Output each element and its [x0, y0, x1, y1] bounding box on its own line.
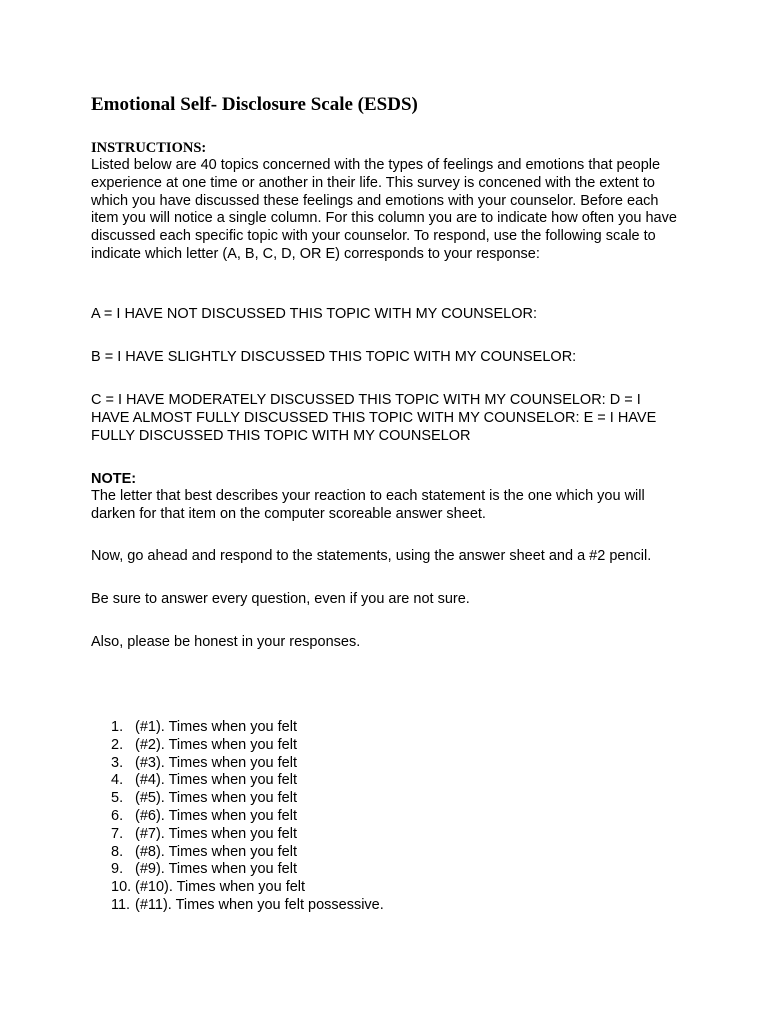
- list-item: [111, 861, 384, 879]
- item-number: 2.: [111, 736, 124, 753]
- list-item: [111, 755, 384, 773]
- topic-list: [111, 719, 384, 915]
- item-number: 7.: [111, 825, 124, 842]
- go-ahead-paragraph: Now, go ahead and respond to the statements, using the answer sheet and a #2 pencil.: [91, 548, 652, 564]
- item-text: (#11). Times when you felt possessive.: [135, 896, 384, 913]
- list-item: [111, 737, 384, 755]
- item-number: 4.: [111, 772, 124, 789]
- item-text: (#8). Times when you felt: [135, 843, 297, 860]
- item-text: (#5). Times when you felt: [135, 790, 297, 807]
- item-number: 5.: [111, 790, 124, 807]
- list-item: [111, 879, 384, 897]
- document-title: Emotional Self- Disclosure Scale (ESDS): [91, 94, 418, 115]
- list-item: [111, 719, 384, 737]
- instructions-heading: INSTRUCTIONS:: [91, 140, 207, 156]
- item-text: (#1). Times when you felt: [135, 719, 297, 735]
- note-body: The letter that best describes your reaction to each statement is the one which you will darken for that item on the computer scoreable answer sheet.: [91, 488, 645, 522]
- item-text: (#6). Times when you felt: [135, 807, 297, 824]
- scale-option-a: A = I HAVE NOT DISCUSSED THIS TOPIC WITH MY COUNSELOR:: [91, 306, 537, 322]
- item-text: (#9). Times when you felt: [135, 861, 297, 878]
- list-item: [111, 844, 384, 862]
- item-number: 8.: [111, 843, 124, 860]
- item-text: (#3). Times when you felt: [135, 754, 297, 771]
- item-text: (#4). Times when you felt: [135, 772, 297, 789]
- item-text: (#2). Times when you felt: [135, 736, 297, 753]
- list-item: [111, 897, 384, 915]
- note-heading: NOTE:: [91, 471, 137, 487]
- item-number: 10.: [111, 879, 132, 896]
- honesty-paragraph: Also, please be honest in your responses.: [91, 634, 361, 650]
- item-number: 9.: [111, 861, 124, 878]
- list-item: [111, 790, 384, 808]
- item-number: 1.: [111, 719, 124, 735]
- scale-option-b: B = I HAVE SLIGHTLY DISCUSSED THIS TOPIC WITH MY COUNSELOR:: [91, 349, 577, 365]
- scale-options-c-d-e: C = I HAVE MODERATELY DISCUSSED THIS TOPIC WITH MY COUNSELOR: D = I HAVE ALMOST FULLY DISCUSSED THIS TOPIC WITH MY COUNSELOR: E = I HAVE FULLY DISCUSSED THIS TOPIC WITH MY COUNSELOR: [91, 392, 657, 444]
- list-item: [111, 772, 384, 790]
- instructions-body: Listed below are 40 topics concerned with the types of feelings and emotions that people experience at one time or another in their life. This survey is concened with the extent to which you have discussed these feelings and emotions with your counselor. Before each item you will notice a single column. For this column you are to indicate how often you have discussed each specific topic with your counselor. To respond, use the following scale to indicate which letter (A, B, C, D, OR E) corresponds to your response:: [91, 157, 677, 262]
- item-text: (#10). Times when you felt: [135, 879, 306, 896]
- item-number: 11.: [111, 896, 131, 913]
- item-number: 6.: [111, 807, 124, 824]
- list-item: [111, 808, 384, 826]
- item-text: (#7). Times when you felt: [135, 825, 297, 842]
- be-sure-paragraph: Be sure to answer every question, even if you are not sure.: [91, 591, 470, 607]
- item-number: 3.: [111, 754, 124, 771]
- list-item: [111, 826, 384, 844]
